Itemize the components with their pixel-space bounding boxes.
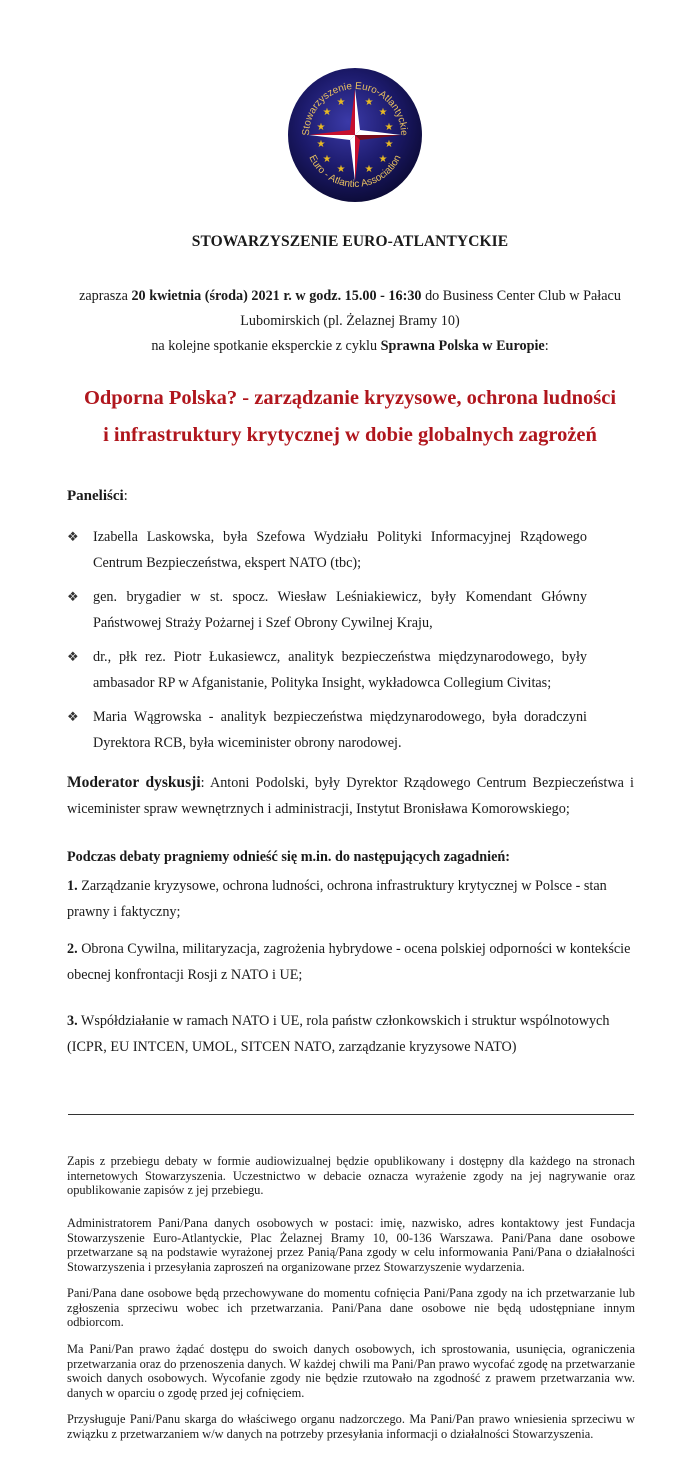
panelists-list bbox=[67, 524, 587, 764]
svg-text:Euro - Atlantic Association: Euro - Atlantic Association bbox=[306, 153, 404, 191]
organization-name: STOWARZYSZENIE EURO-ATLANTYCKIE bbox=[191, 233, 509, 250]
diamond-bullet-icon: ❖ bbox=[67, 709, 79, 724]
topic-item: 3. Współdziałanie w ramach NATO i UE, rola państw członkowskich i struktur wspólnotowych (ICPR, EU INTCEN, UMOL, SITCEN NATO, zarządzanie kryzysowe NATO) bbox=[67, 1013, 610, 1055]
invitation-line-2: Lubomirskich (pl. Żelaznej Bramy 10) bbox=[240, 313, 460, 329]
panelist-item: ❖ gen. brygadier w st. spocz. Wiesław Leśniakiewicz, były Komendant Główny Państwowej Straży Pożarnej i Szef Obrony Cywilnej Kraju, bbox=[67, 584, 587, 636]
association-logo bbox=[287, 67, 423, 203]
topics-heading: Podczas debaty pragniemy odnieść się m.in. do następujących zagadnień: bbox=[67, 849, 510, 865]
svg-text:★: ★ bbox=[336, 97, 346, 108]
compass-star-emblem-icon bbox=[287, 67, 423, 203]
svg-text:★: ★ bbox=[322, 154, 332, 165]
recording-notice: Zapis z przebiegu debaty w formie audiowizualnej będzie opublikowany i dostępny dla każdego na stronach internetowych Stowarzyszenia. Uczestnictwo w debacie oznacza wyrażenie zgody na jej nagrywanie oraz opublikowanie zapisów z jej przebiegu. bbox=[67, 1154, 635, 1198]
svg-text:★: ★ bbox=[316, 139, 326, 150]
svg-text:★: ★ bbox=[336, 164, 346, 175]
diamond-bullet-icon: ❖ bbox=[67, 529, 79, 544]
svg-text:Stowarzyszenie Euro-Atlantycki: Stowarzyszenie Euro-Atlantyckie bbox=[300, 80, 410, 136]
data-rights-notice: Ma Pani/Pan prawo żądać dostępu do swoich danych osobowych, ich sprostowania, usunięcia, ograniczenia przetwarzania oraz do przenoszenia danych. W każdej chwili ma Pani/Pan prawo wycofać zgodę na przetwarzanie swoich danych osobowych. Wycofanie zgody nie będzie rzutowało na zgodność z prawem przetwarzania ww. danych w oparciu o zgodę przed jej cofnięciem. bbox=[67, 1342, 635, 1400]
svg-text:★: ★ bbox=[378, 154, 388, 165]
svg-text:★: ★ bbox=[384, 122, 394, 133]
event-title bbox=[40, 380, 660, 454]
moderator-label: Moderator dyskusji bbox=[67, 774, 201, 791]
data-retention-notice: Pani/Pana dane osobowe będą przechowywane do momentu cofnięcia Pani/Pana zgody na ich przetwarzanie lub zgłoszenia sprzeciwu wobec ich przetwarzania. Pani/Pana dane osobowe nie będą udostępniane innym odbiorcom. bbox=[67, 1286, 635, 1330]
panelist-item: ❖ Maria Wągrowska - analityk bezpieczeństwa międzynarodowego, była doradczyni Dyrektora RCB, była wiceminister obrony narodowej. bbox=[67, 704, 587, 756]
invitation-text bbox=[60, 284, 640, 359]
diamond-bullet-icon: ❖ bbox=[67, 649, 79, 664]
svg-text:★: ★ bbox=[378, 107, 388, 118]
panelists-heading: Paneliści: bbox=[67, 488, 128, 504]
svg-text:★: ★ bbox=[364, 164, 374, 175]
event-title-line-2: i infrastruktury krytycznej w dobie globalnych zagrożeń bbox=[103, 424, 597, 446]
horizontal-divider bbox=[68, 1114, 634, 1115]
invitation-line-1: zaprasza 20 kwietnia (środa) 2021 r. w godz. 15.00 - 16:30 do Business Center Club w Pałacu bbox=[79, 288, 621, 304]
topic-item: 1. Zarządzanie kryzysowe, ochrona ludności, ochrona infrastruktury krytycznej w Polsce - stan prawny i faktyczny; bbox=[67, 878, 607, 920]
svg-text:★: ★ bbox=[384, 139, 394, 150]
svg-text:★: ★ bbox=[322, 107, 332, 118]
svg-text:★: ★ bbox=[364, 97, 374, 108]
panelist-item: ❖ Izabella Laskowska, była Szefowa Wydziału Polityki Informacyjnej Rządowego Centrum Bezpieczeństwa, ekspert NATO (tbc); bbox=[67, 524, 587, 576]
diamond-bullet-icon: ❖ bbox=[67, 589, 79, 604]
moderator-paragraph: Moderator dyskusji: Antoni Podolski, były Dyrektor Rządowego Centrum Bezpieczeństwa i wiceminister spraw wewnętrznych i administracji, Instytut Bronisława Komorowskiego; bbox=[67, 774, 634, 817]
svg-text:★: ★ bbox=[316, 122, 326, 133]
data-administrator-notice: Administratorem Pani/Pana danych osobowych w postaci: imię, nazwisko, adres kontaktowy jest Fundacja Stowarzyszenie Euro-Atlantyckie, Plac Żelaznej Bramy 10, 00-136 Warszawa. Pani/Pana dane osobowe przetwarzane są na podstawie wyrażonej przez Panią/Pana zgody w celu informowania Pani/Pana o działalności Stowarzyszenia i przesyłania zaproszeń na organizowane przez Stowarzyszenie wydarzenia. bbox=[67, 1216, 635, 1274]
panelist-item: ❖ dr., płk rez. Piotr Łukasiewcz, analityk bezpieczeństwa międzynarodowego, były ambasador RP w Afganistanie, Polityka Insight, wykładowca Collegium Civitas; bbox=[67, 644, 587, 696]
event-title-line-1: Odporna Polska? - zarządzanie kryzysowe, ochrona ludności bbox=[83, 387, 617, 409]
invitation-line-3: na kolejne spotkanie eksperckie z cyklu Sprawna Polska w Europie: bbox=[151, 338, 549, 354]
topic-item: 2. Obrona Cywilna, militaryzacja, zagrożenia hybrydowe - ocena polskiej odporności w kontekście obecnej konfrontacji Rosji z NATO i UE; bbox=[67, 941, 631, 983]
complaint-notice: Przysługuje Pani/Panu skarga do właściwego organu nadzorczego. Ma Pani/Pan prawo wniesienia sprzeciwu w związku z przetwarzaniem w/w danych na potrzeby przesyłania informacji o działalności Stowarzyszenia. bbox=[67, 1412, 635, 1441]
